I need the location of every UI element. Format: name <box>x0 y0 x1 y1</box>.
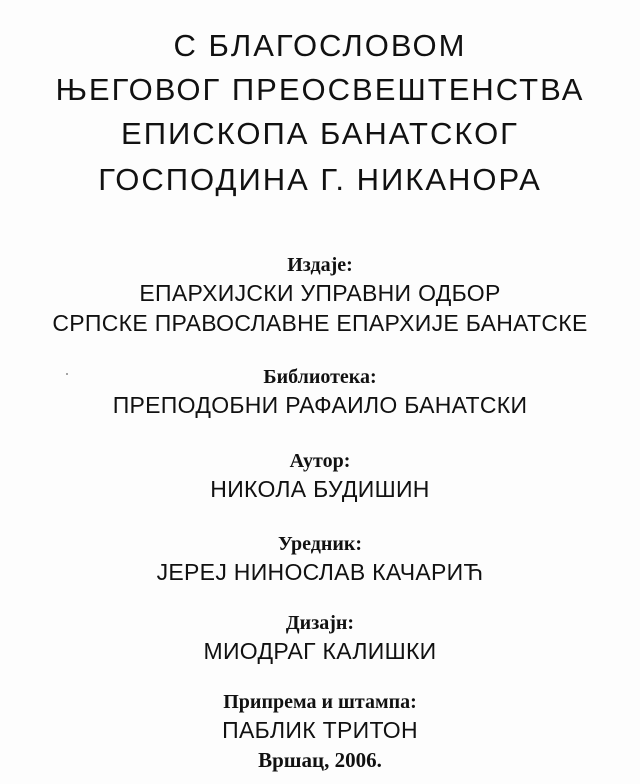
author-value: НИКОЛА БУДИШИН <box>210 476 430 502</box>
printing-label: Припрема и штампа: <box>223 691 417 713</box>
blessing-line-4: ГОСПОДИНА Г. НИКАНОРА <box>98 162 542 197</box>
publisher-line-2: СРПСКЕ ПРАВОСЛАВНЕ ЕПАРХИЈЕ БАНАТСКЕ <box>52 310 588 336</box>
library-value: ПРЕПОДОБНИ РАФАИЛО БАНАТСКИ <box>112 392 528 418</box>
blessing-line-3: ЕПИСКОПА БАНАТСКОГ <box>121 116 519 151</box>
blessing-line-1: С БЛАГОСЛОВОМ <box>173 28 467 63</box>
library-label: Библиотека: <box>263 366 377 388</box>
publisher-line-1: ЕПАРХИЈСКИ УПРАВНИ ОДБОР <box>139 280 501 306</box>
blessing-line-2: ЊЕГОВОГ ПРЕОСВЕШТЕНСТВА <box>55 72 585 107</box>
design-value: МИОДРАГ КАЛИШКИ <box>203 638 437 664</box>
printing-value: ПАБЛИК ТРИТОН <box>222 717 418 743</box>
editor-value: ЈЕРЕЈ НИНОСЛАВ КАЧАРИЋ <box>156 559 484 585</box>
publisher-label: Издаје: <box>287 254 353 276</box>
place-and-year: Вршац, 2006. <box>258 748 382 772</box>
editor-label: Уредник: <box>277 533 363 555</box>
paper-speck <box>66 373 68 375</box>
design-label: Дизајн: <box>285 612 355 634</box>
author-label: Аутор: <box>289 450 351 472</box>
